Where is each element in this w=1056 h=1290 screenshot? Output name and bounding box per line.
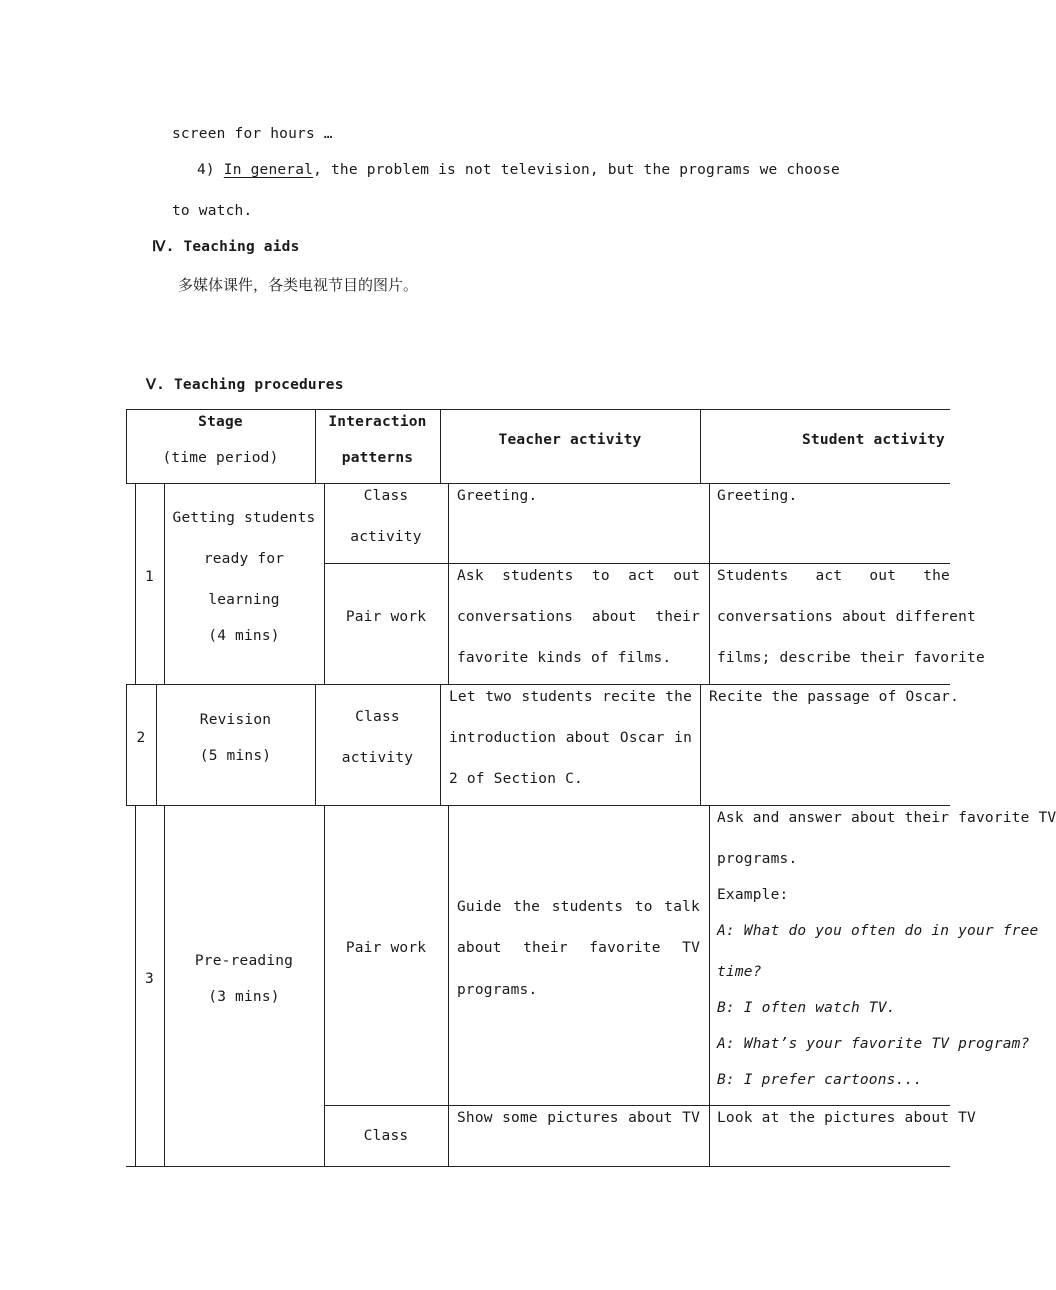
row-3a-teacher-line-3: programs. <box>457 982 538 998</box>
row-3a-interaction: Pair work <box>345 940 427 956</box>
intro-line-3: to watch. <box>172 203 253 219</box>
row-2-teacher-line-2: introduction about Oscar in <box>449 730 692 746</box>
row-3-stage-line-2: (3 mins) <box>208 989 280 1005</box>
row-1a-interaction-line-1: Class <box>363 488 409 504</box>
row-3a-student-line-1: Ask and answer about their favorite TV <box>717 810 1056 826</box>
section-4-heading: Ⅳ. Teaching aids <box>152 239 300 255</box>
row-2-teacher-line-3: 2 of Section C. <box>449 771 583 787</box>
row-2-interaction-line-1: Class <box>355 709 400 725</box>
row-3a-teacher-line-1: Guide the students to talk <box>457 899 700 915</box>
row-1b-student-line-3: films; describe their favorite <box>717 650 985 666</box>
row-2-interaction-line-2: activity <box>341 750 414 766</box>
row-2-stage-line-1: Revision <box>199 712 272 728</box>
row-1b-teacher-line-1: Ask students to act out <box>457 568 700 584</box>
row-1-number: 1 <box>145 569 154 585</box>
row-1-stage-line-1: Getting students <box>172 510 316 526</box>
row-3-number: 3 <box>145 971 154 987</box>
row-1a-student: Greeting. <box>717 488 798 504</box>
row-3b-teacher: Show some pictures about TV <box>457 1110 700 1126</box>
intro-line-1: screen for hours … <box>172 126 333 142</box>
header-student-activity: Student activity <box>802 432 945 448</box>
row-1-stage-line-4: (4 mins) <box>208 628 280 644</box>
intro-line-2 <box>197 162 840 178</box>
row-2-stage-line-2: (5 mins) <box>199 748 272 764</box>
row-3a-student-line-3: Example: <box>717 887 789 903</box>
intro-line-2-rest: , the problem is not television, but the programs we choose <box>313 162 840 178</box>
row-1-stage-line-3: learning <box>208 592 280 608</box>
section-5-heading: Ⅴ. Teaching procedures <box>146 377 344 393</box>
row-1-stage-line-2: ready for <box>203 551 285 567</box>
row-3b-student: Look at the pictures about TV <box>717 1110 976 1126</box>
row-3a-teacher-line-2: about their favorite TV <box>457 940 700 956</box>
row-1b-teacher-line-2: conversations about their <box>457 609 700 625</box>
section-4-body: 多媒体课件，各类电视节目的图片。 <box>178 276 419 294</box>
intro-line-2-prefix: 4) <box>197 162 224 178</box>
header-interaction-1: Interaction <box>328 414 427 430</box>
row-3a-student-line-8: B: I prefer cartoons... <box>717 1072 923 1088</box>
row-1b-interaction: Pair work <box>345 609 427 625</box>
row-2-student: Recite the passage of Oscar. <box>709 689 960 705</box>
header-interaction-2: patterns <box>341 450 414 466</box>
row-1b-teacher-line-3: favorite kinds of films. <box>457 650 672 666</box>
row-1a-teacher: Greeting. <box>457 488 538 504</box>
intro-underlined-phrase: In general <box>223 162 314 178</box>
row-1b-student-line-2: conversations about different <box>717 609 976 625</box>
row-3a-student-line-4: A: What do you often do in your free <box>717 923 1039 939</box>
row-3a-student-line-2: programs. <box>717 851 798 867</box>
row-3a-student-line-5: time? <box>717 964 762 980</box>
row-1a-interaction-line-2: activity <box>350 529 422 545</box>
row-3a-student-line-6: B: I often watch TV. <box>717 1000 896 1016</box>
row-1b-student-line-1: Students act out the <box>717 568 950 584</box>
row-3a-student-line-7: A: What’s your favorite TV program? <box>717 1036 1030 1052</box>
row-3b-interaction: Class <box>363 1128 409 1144</box>
header-teacher-activity: Teacher activity <box>498 432 642 448</box>
header-stage-sub: (time period) <box>162 450 279 466</box>
row-3-stage-line-1: Pre-reading <box>194 953 294 969</box>
row-2-teacher-line-1: Let two students recite the <box>449 689 692 705</box>
row-2-number: 2 <box>136 730 146 746</box>
header-stage: Stage <box>198 414 243 430</box>
